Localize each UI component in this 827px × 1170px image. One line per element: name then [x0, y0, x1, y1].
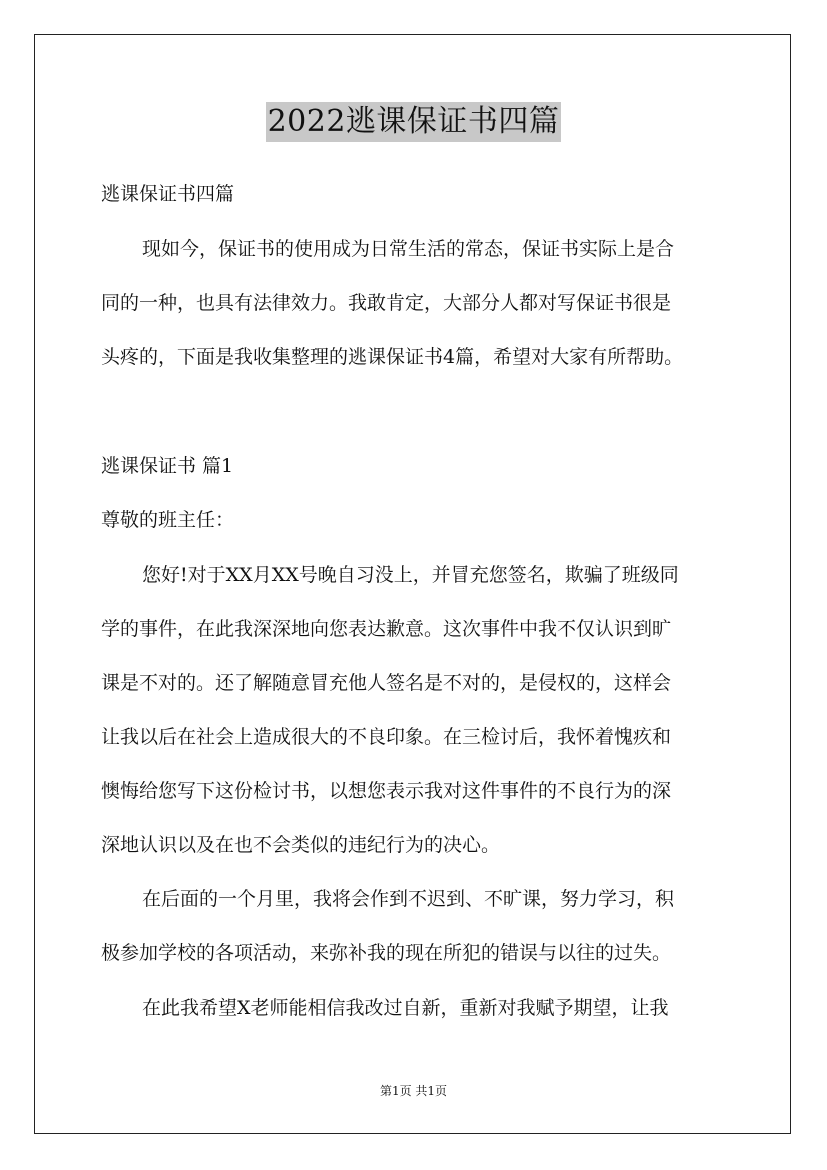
- intro-line: 现如今，保证书的使用成为日常生活的常态，保证书实际上是合: [142, 238, 675, 260]
- paragraph-line: 让我以后在社会上造成很大的不良印象。在三检讨后，我怀着愧疚和: [101, 726, 672, 748]
- salutation: 尊敬的班主任：: [101, 509, 235, 531]
- page-footer: 第1页 共1页: [379, 1084, 448, 1098]
- intro-line: 头疼的，下面是我收集整理的逃课保证书4篇，希望对大家有所帮助。: [101, 346, 684, 368]
- document-title: 2022逃课保证书四篇: [266, 102, 562, 142]
- paragraph-line: 极参加学校的各项活动，来弥补我的现在所犯的错误与以往的过失。: [101, 942, 672, 964]
- paragraph-line: 在此我希望X老师能相信我改过自新，重新对我赋予期望，让我: [142, 997, 669, 1019]
- paragraph-line: 懊悔给您写下这份检讨书，以想您表示我对这件事件的不良行为的深: [101, 780, 672, 802]
- paragraph-line: 深地认识以及在也不会类似的违纪行为的决心。: [101, 834, 501, 856]
- paragraph-line: 在后面的一个月里，我将会作到不迟到、不旷课，努力学习，积: [142, 888, 675, 910]
- title-container: [0, 102, 827, 142]
- paragraph-line: 您好!对于XX月XX号晚自习没上，并冒充您签名，欺骗了班级同: [142, 564, 679, 586]
- paragraph-line: 课是不对的。还了解随意冒充他人签名是不对的，是侵权的，这样会: [101, 672, 672, 694]
- paragraph-line: 学的事件，在此我深深地向您表达歉意。这次事件中我不仅认识到旷: [101, 618, 672, 640]
- intro-line: 同的一种，也具有法律效力。我敢肯定，大部分人都对写保证书很是: [101, 292, 672, 314]
- section-heading: 逃课保证书 篇1: [101, 455, 234, 477]
- document-subtitle: 逃课保证书四篇: [101, 183, 235, 205]
